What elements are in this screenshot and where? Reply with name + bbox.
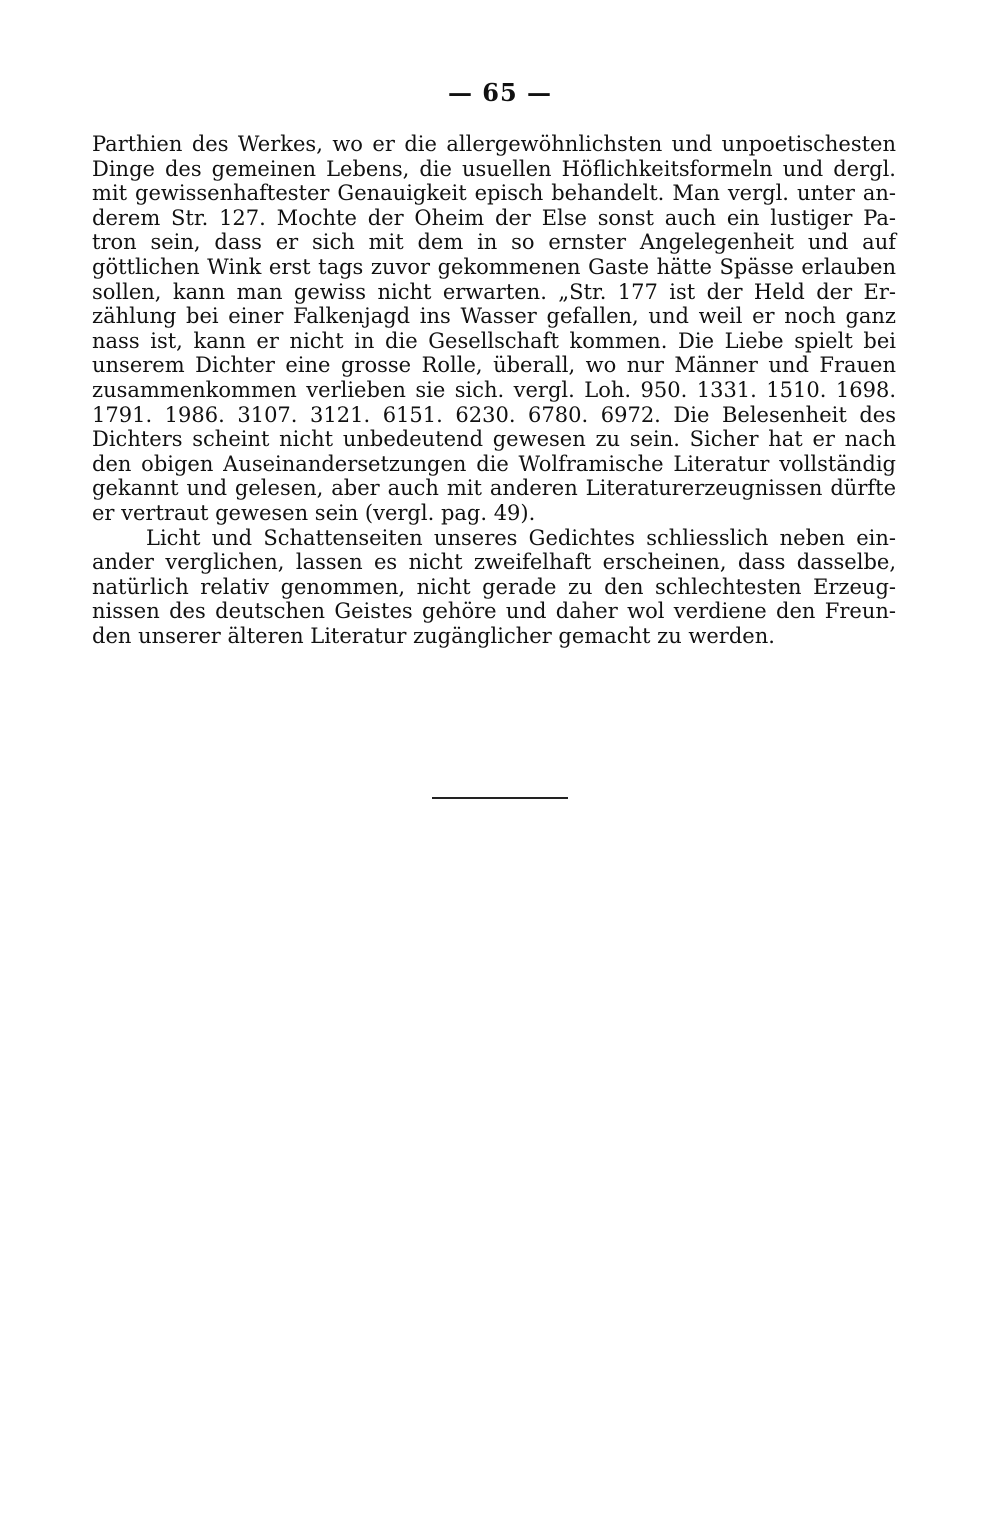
text-line: gekannt und gelesen, aber auch mit anderen Literaturerzeugnissen dürfte <box>92 476 896 501</box>
page-number: — 65 — <box>447 78 553 107</box>
section-end-rule <box>432 797 568 799</box>
text-line: 1791. 1986. 3107. 3121. 6151. 6230. 6780. 6972. Die Belesenheit des <box>92 402 896 427</box>
text-line: zusammenkommen verlieben sie sich. vergl. Loh. 950. 1331. 1510. 1698. <box>92 377 896 402</box>
text-line: er vertraut gewesen sein (vergl. pag. 49). <box>92 500 536 525</box>
text-line: Dichters scheint nicht unbedeutend gewesen zu sein. Sicher hat er nach <box>92 427 896 452</box>
text-line: sollen, kann man gewiss nicht erwarten. „Str. 177 ist der Held der Er- <box>92 279 896 304</box>
text-line: natürlich relativ genommen, nicht gerade zu den schlechtesten Erzeug- <box>92 574 896 599</box>
text-line: Parthien des Werkes, wo er die allergewöhnlichsten und unpoetischesten <box>92 132 896 156</box>
text-line: den unserer älteren Literatur zugänglicher gemacht zu werden. <box>92 623 775 648</box>
text-line: nissen des deutschen Geistes gehöre und daher wol verdiene den Freun- <box>92 599 896 624</box>
text-line: mit gewissenhaftester Genauigkeit episch behandelt. Man vergl. unter an- <box>92 181 896 206</box>
text-line: derem Str. 127. Mochte der Oheim der Else sonst auch ein lustiger Pa- <box>92 205 896 230</box>
body-text <box>92 132 896 648</box>
text-line: nass ist, kann er nicht in die Gesellschaft kommen. Die Liebe spielt bei <box>92 328 896 353</box>
paragraph-1 <box>92 132 896 526</box>
text-line: Dinge des gemeinen Lebens, die usuellen Höflichkeitsformeln und dergl. <box>92 156 896 181</box>
text-line: zählung bei einer Falkenjagd ins Wasser gefallen, und weil er noch ganz <box>92 304 896 329</box>
text-line: unserem Dichter eine grosse Rolle, überall, wo nur Männer und Frauen <box>92 353 896 378</box>
text-line: Licht und Schattenseiten unseres Gedichtes schliesslich neben ein- <box>146 525 896 550</box>
text-line: ander verglichen, lassen es nicht zweifelhaft erscheinen, dass dasselbe, <box>92 550 896 575</box>
text-line: göttlichen Wink erst tags zuvor gekommenen Gaste hätte Spässe erlauben <box>92 254 896 279</box>
paragraph-2 <box>92 526 896 649</box>
text-line: tron sein, dass er sich mit dem in so ernster Angelegenheit und auf <box>92 230 896 255</box>
text-line: den obigen Auseinandersetzungen die Wolframische Literatur vollständig <box>92 451 896 476</box>
